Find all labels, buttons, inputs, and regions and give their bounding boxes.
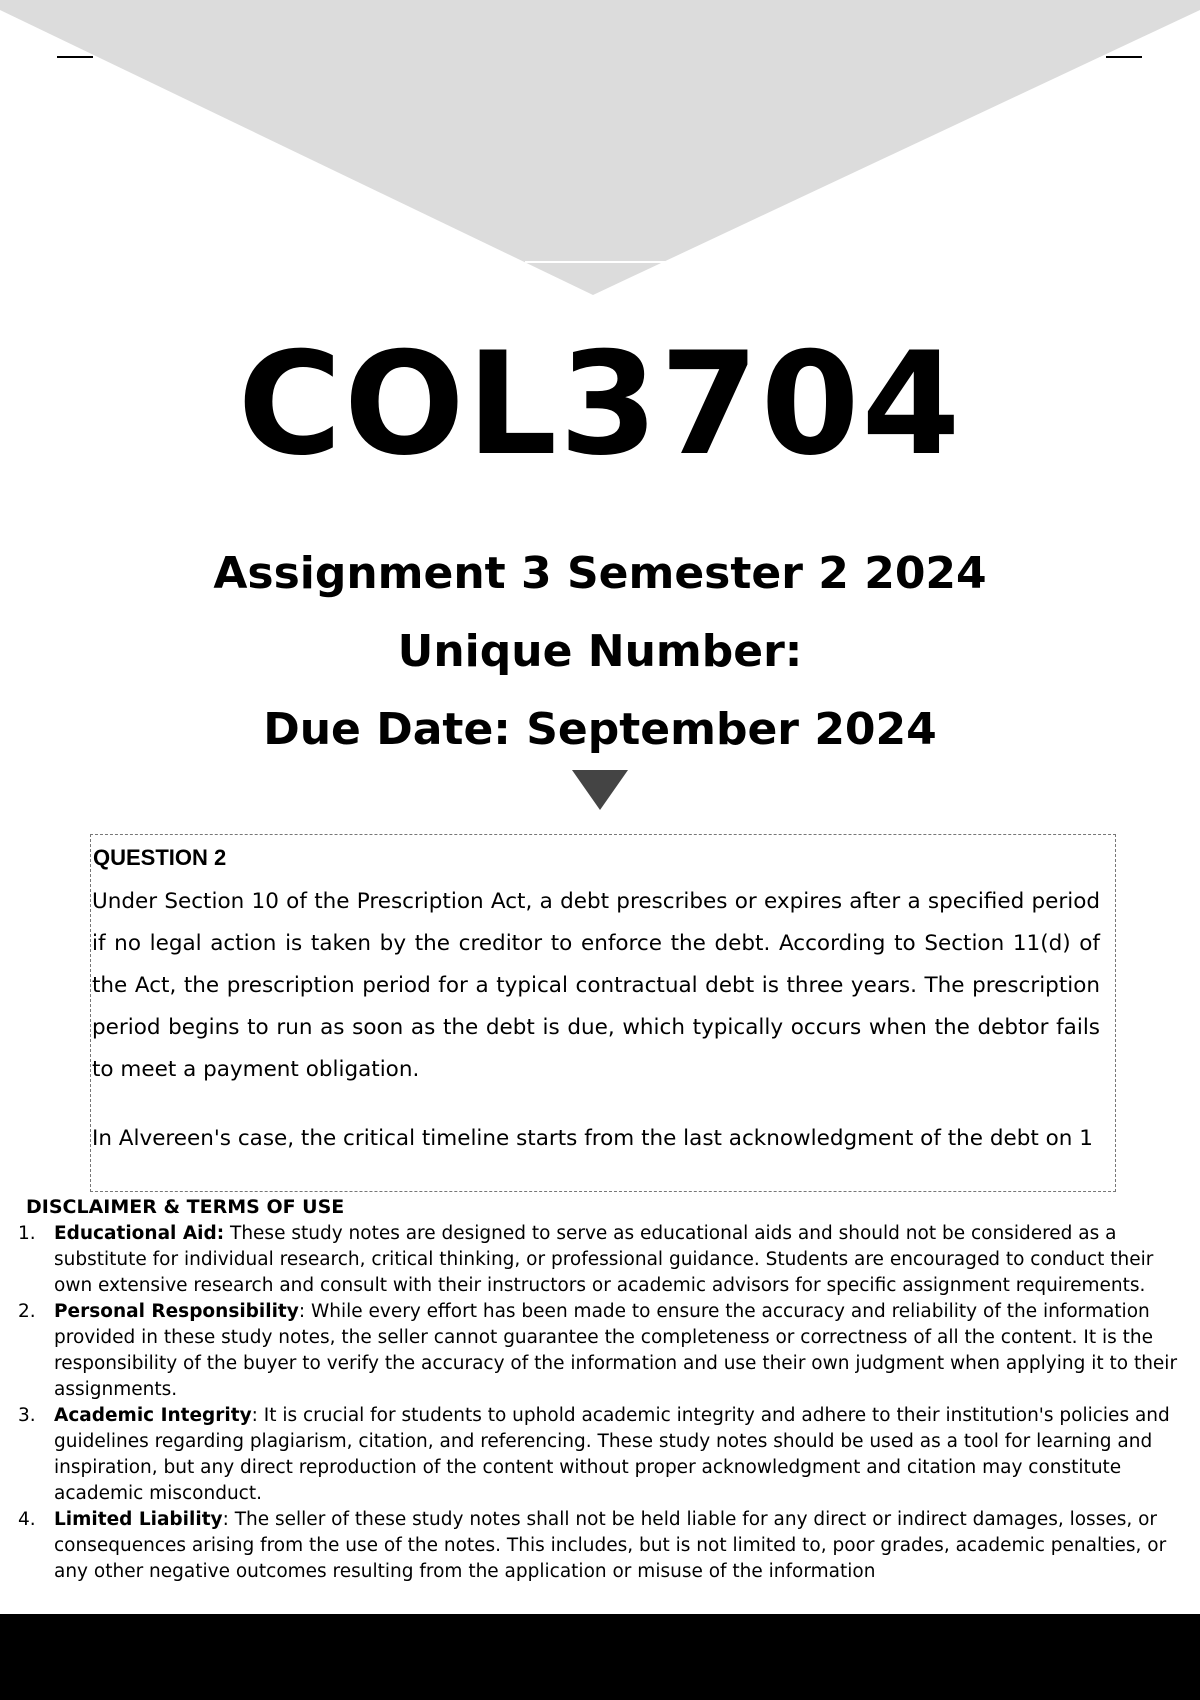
header-rule-left xyxy=(57,56,93,58)
chevron-shape xyxy=(0,0,1200,295)
disclaimer-item-number: 2. xyxy=(18,1301,36,1322)
chevron-banner xyxy=(0,0,1200,300)
disclaimer-item-number: 1. xyxy=(18,1223,36,1244)
assignment-heading: Assignment 3 Semester 2 2024 xyxy=(213,548,987,599)
disclaimer-item-number: 4. xyxy=(18,1509,36,1530)
question-label: QUESTION 2 xyxy=(93,845,227,870)
unique-number-heading: Unique Number: xyxy=(397,626,803,677)
down-arrow-icon xyxy=(570,770,630,810)
disclaimer-item-heading: Personal Responsibility xyxy=(54,1301,299,1322)
disclaimer-item xyxy=(0,1299,1200,1403)
disclaimer-item-heading: Academic Integrity xyxy=(54,1405,252,1426)
disclaimer-title: DISCLAIMER & TERMS OF USE xyxy=(26,1196,345,1218)
disclaimer-item-text: : The seller of these study notes shall not be held liable for any direct or indirect damages, losses, or consequences arising from the use of the notes. This includes, but is not limited to, poor grades, academic penalties, or any other negative outcomes resulting from the application or misuse of the information xyxy=(54,1509,1167,1582)
disclaimer-item-text: : While every effort has been made to ensure the accuracy and reliability of the information provided in these study notes, the seller cannot guarantee the completeness or correctness of all the content. It is the responsibility of the buyer to verify the accuracy of the information and use their own judgment when applying it to their assignments. xyxy=(54,1301,1178,1400)
disclaimer-item-text: : It is crucial for students to uphold academic integrity and adhere to their institution's policies and guidelines regarding plagiarism, citation, and referencing. These study notes should be used as a tool for learning and inspiration, but any direct reproduction of the content without proper acknowledgment and citation may constitute academic misconduct. xyxy=(54,1405,1170,1504)
disclaimer-item-heading: Limited Liability xyxy=(54,1509,223,1530)
disclaimer-item xyxy=(0,1221,1200,1299)
disclaimer-list xyxy=(0,1221,1200,1585)
disclaimer-item xyxy=(0,1403,1200,1507)
excerpt-paragraph-1: Under Section 10 of the Prescription Act, a debt prescribes or expires after a specified period if no legal action is taken by the creditor to enforce the debt. According to Section 11(d) of the Act, the prescription period for a typical contractual debt is three years. The prescription period begins to run as soon as the debt is due, which typically occurs when the debtor fails to meet a payment obligation. xyxy=(92,889,1100,1082)
disclaimer-item-heading: Educational Aid: xyxy=(54,1223,225,1244)
header-rule-right xyxy=(1106,56,1142,58)
course-code-title: COL3704 xyxy=(237,322,963,487)
disclaimer-item-text: These study notes are designed to serve as educational aids and should not be considered as a substitute for individual research, critical thinking, or professional guidance. Students are encouraged to conduct their own extensive research and consult with their instructors or academic advisors for specific assignment requirements. xyxy=(54,1223,1154,1296)
disclaimer-item-number: 3. xyxy=(18,1405,36,1426)
disclaimer-item xyxy=(0,1507,1200,1585)
excerpt-paragraph-2: In Alvereen's case, the critical timeline starts from the last acknowledgment of the debt on 1 xyxy=(92,1126,1093,1151)
due-date-heading: Due Date: September 2024 xyxy=(263,704,937,755)
footer-bar xyxy=(0,1614,1200,1700)
